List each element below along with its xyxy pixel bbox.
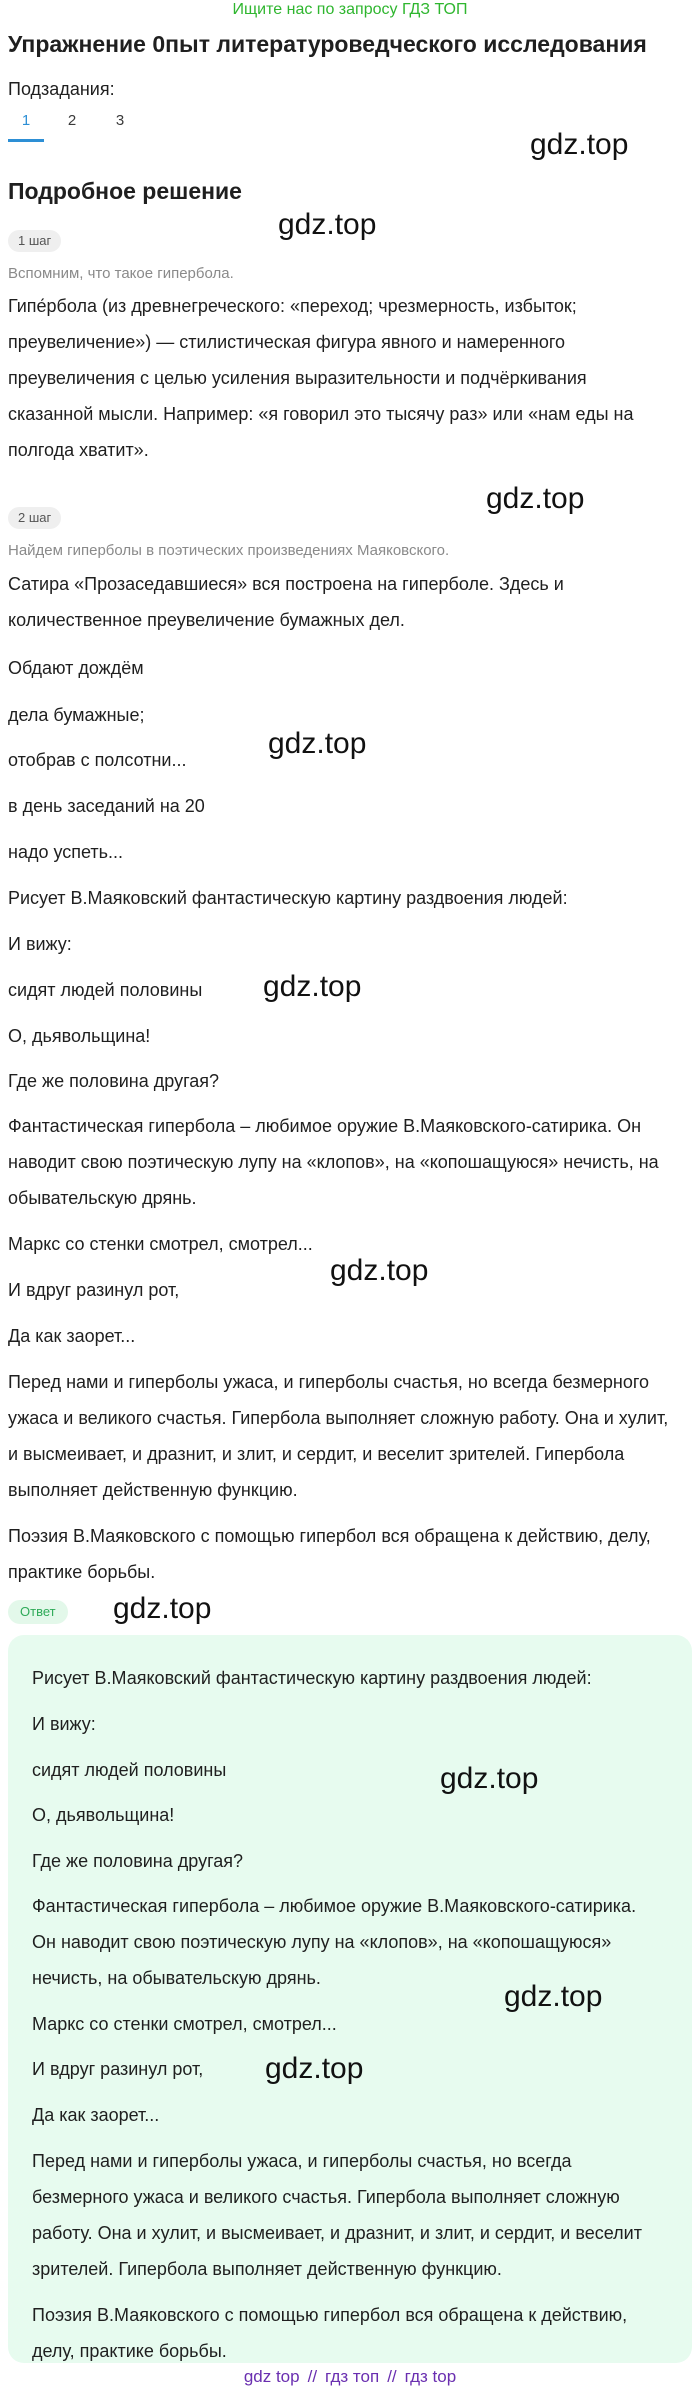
step-text-line: Сатира «Прозаседавшиеся» вся построена на гиперболе. Здесь и xyxy=(8,574,564,594)
watermark: gdz.top xyxy=(530,128,629,161)
watermark: gdz.top xyxy=(263,970,362,1003)
answer-text-line: И вижу: xyxy=(32,1714,96,1734)
answer-text-line: Перед нами и гиперболы ужаса, и гиперболы счастья, но всегда xyxy=(32,2151,572,2171)
watermark: gdz.top xyxy=(113,1592,212,1625)
step-text-line: Обдают дождём xyxy=(8,658,144,678)
watermark: gdz.top xyxy=(486,482,585,515)
answer-text-line: Да как заорет... xyxy=(32,2105,160,2125)
answer-text-line: Поэзия В.Маяковского с помощью гипербол вся обращена к действию, xyxy=(32,2305,628,2325)
subtask-tab-1[interactable]: 1 xyxy=(8,103,44,142)
step-text-line: ужаса и великого счастья. Гипербола выполняет сложную работу. Она и хулит, xyxy=(8,1408,669,1428)
step-text-line: практике борьбы. xyxy=(8,1562,156,1582)
step-text-line: Где же половина другая? xyxy=(8,1071,220,1091)
step-text-line: И вижу: xyxy=(8,934,72,954)
step-text-line: О, дьявольщина! xyxy=(8,1026,151,1046)
answer-text-line: сидят людей половины xyxy=(32,1760,227,1780)
answer-badge: Ответ xyxy=(8,1600,68,1624)
step-text-line: Поэзия В.Маяковского с помощью гипербол вся обращена к действию, делу, xyxy=(8,1526,651,1546)
step-text-line: Фантастическая гипербола – любимое оружие В.Маяковского-сатирика. Он xyxy=(8,1116,642,1136)
answer-text-line: нечисть, на обывательскую дрянь. xyxy=(32,1968,321,1988)
step-text-line: наводит свою поэтическую лупу на «клопов», на «копошащуюся» нечисть, на xyxy=(8,1152,659,1172)
step-text-line: дела бумажные; xyxy=(8,705,145,725)
step-text-line: обывательскую дрянь. xyxy=(8,1188,197,1208)
step-badge: 1 шаг xyxy=(8,230,61,252)
step-text-line: отобрав с полсотни... xyxy=(8,750,187,770)
footer-link[interactable]: гдз топ xyxy=(325,2367,380,2386)
subtask-tab-3[interactable]: 3 xyxy=(115,112,125,129)
step-text-line: полгода хватит». xyxy=(8,440,149,460)
answer-text-line: Маркс со стенки смотрел, смотрел... xyxy=(32,2014,337,2034)
watermark: gdz.top xyxy=(440,1762,539,1795)
step-text-line: в день заседаний на 20 xyxy=(8,796,205,816)
watermark: gdz.top xyxy=(278,208,377,241)
answer-text-line: Фантастическая гипербола – любимое оружие В.Маяковского-сатирика. xyxy=(32,1896,637,1916)
page-title: Упражнение 0пыт литературоведческого исследования xyxy=(8,31,647,57)
solution-title: Подробное решение xyxy=(8,178,242,204)
step-text-line: Рисует В.Маяковский фантастическую картину раздвоения людей: xyxy=(8,888,568,908)
step-hint: Найдем гиперболы в поэтических произведениях Маяковского. xyxy=(8,542,450,559)
step-text-line: Гипе́рбола (из древнегреческого: «переход; чрезмерность, избыток; xyxy=(8,296,577,316)
footer-separator: // xyxy=(387,2367,397,2386)
step-text-line: сидят людей половины xyxy=(8,980,203,1000)
top-banner: Ищите нас по запросу ГДЗ ТОП xyxy=(232,1,468,18)
step-text-line: и высмеивает, и дразнит, и злит, и сердит, и веселит зрителей. Гипербола xyxy=(8,1444,625,1464)
step-badge: 2 шаг xyxy=(8,507,61,529)
answer-text-line: Где же половина другая? xyxy=(32,1851,244,1871)
watermark: gdz.top xyxy=(268,727,367,760)
watermark: gdz.top xyxy=(504,1980,603,2013)
step-text-line: преувеличение») — стилистическая фигура явного и намеренного xyxy=(8,332,566,352)
answer-text-line: зрителей. Гипербола выполняет действенную функцию. xyxy=(32,2259,502,2279)
footer-link[interactable]: гдз top xyxy=(404,2367,457,2386)
step-text-line: надо успеть... xyxy=(8,842,124,862)
step-text-line: Маркс со стенки смотрел, смотрел... xyxy=(8,1234,313,1254)
step-text-line: количественное преувеличение бумажных дел. xyxy=(8,610,405,630)
answer-text-line: О, дьявольщина! xyxy=(32,1805,175,1825)
answer-text-line: Он наводит свою поэтическую лупу на «клопов», на «копошащуюся» xyxy=(32,1932,612,1952)
step-text-line: Да как заорет... xyxy=(8,1326,136,1346)
step-text-line: выполняет действенную функцию. xyxy=(8,1480,298,1500)
footer-link[interactable]: gdz top xyxy=(243,2367,300,2386)
step-text-line: Перед нами и гиперболы ужаса, и гиперболы счастья, но всегда безмерного xyxy=(8,1372,650,1392)
answer-text-line: И вдруг разинул рот, xyxy=(32,2059,204,2079)
footer-separator: // xyxy=(307,2367,318,2386)
step-text-line: И вдруг разинул рот, xyxy=(8,1280,180,1300)
answer-text-line: работу. Она и хулит, и высмеивает, и дразнит, и злит, и сердит, и веселит xyxy=(32,2223,642,2243)
answer-text-line: безмерного ужаса и великого счастья. Гипербола выполняет сложную xyxy=(32,2187,620,2207)
step-text-line: преувеличения с целью усиления выразительности и подчёркивания xyxy=(8,368,587,388)
step-hint: Вспомним, что такое гипербола. xyxy=(8,265,234,282)
subtask-tabs xyxy=(8,103,168,143)
subtask-tab-2[interactable]: 2 xyxy=(67,112,77,129)
footer-links xyxy=(0,2366,700,2388)
answer-text-line: Рисует В.Маяковский фантастическую картину раздвоения людей: xyxy=(32,1668,592,1688)
watermark: gdz.top xyxy=(330,1254,429,1287)
step-text-line: сказанной мысли. Например: «я говорил это тысячу раз» или «нам еды на xyxy=(8,404,634,424)
subtasks-label: Подзадания: xyxy=(8,79,115,99)
watermark: gdz.top xyxy=(265,2052,364,2085)
answer-text-line: делу, практике борьбы. xyxy=(32,2341,227,2361)
